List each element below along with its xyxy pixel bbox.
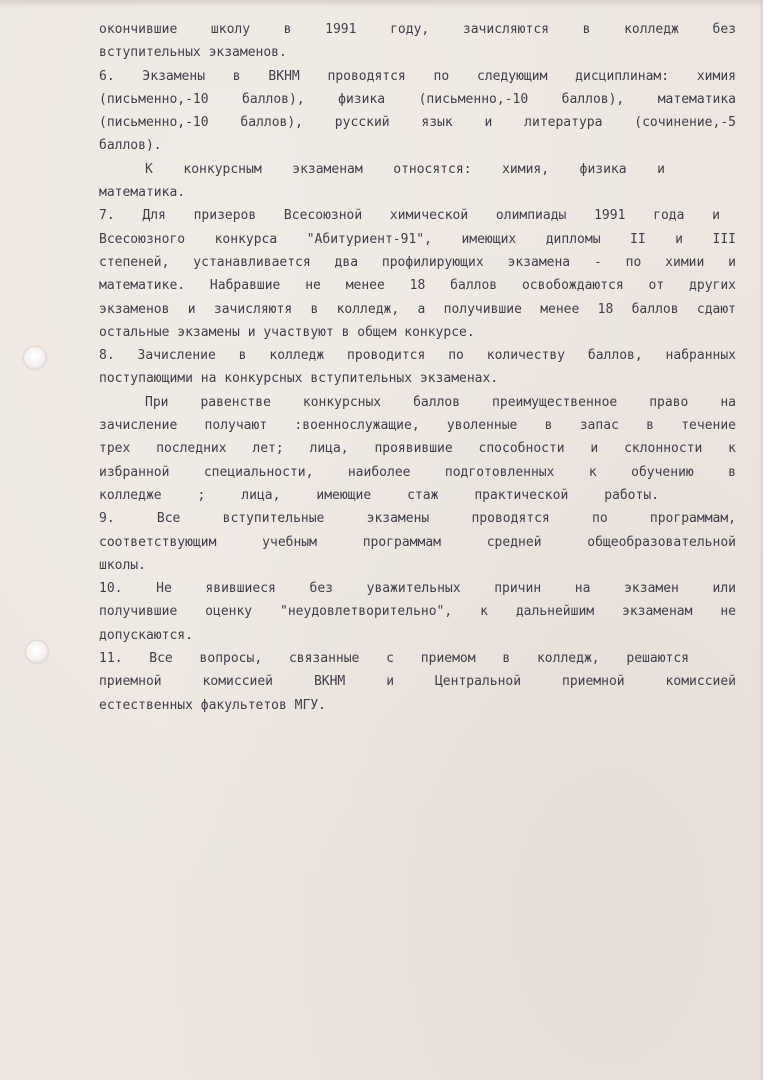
text-line: (письменно,-10 баллов), физика (письменно,-10 баллов), математика (99, 91, 736, 107)
text-line: естественных факультетов МГУ. (99, 697, 326, 713)
text-line: математике. Набравшие не менее 18 баллов освобождаются от других (99, 278, 736, 294)
text-line: получившие оценку "неудовлетворительно", к дальнейшим экзаменам не (99, 604, 736, 620)
text-line: При равенстве конкурсных баллов преимущественное право на (145, 394, 736, 410)
text-line: К конкурсным экзаменам относятся: химия, физика и (145, 161, 665, 177)
text-line: 8. Зачисление в колледж проводится по количеству баллов, набранных (99, 348, 736, 364)
text-line: 6. Экзамены в ВКНМ проводятся по следующим дисциплинам: химия (99, 68, 736, 84)
text-line: избранной специальности, наиболее подготовленных к обучению в (99, 464, 736, 480)
text-line: степеней, устанавливается два профилирующих экзамена - по химии и (99, 254, 736, 270)
text-line: поступающими на конкурсных вступительных экзаменах. (99, 371, 499, 387)
text-line: 9. Все вступительные экзамены проводятся по программам, (99, 511, 736, 527)
text-line: математика. (99, 185, 186, 201)
punch-hole (24, 347, 46, 369)
text-line: баллов). (99, 138, 162, 154)
text-line: школы. (99, 557, 146, 573)
text-line: трех последних лет; лица, проявившие способности и склонности к (99, 441, 736, 457)
text-line: 7. Для призеров Всесоюзной химической олимпиады 1991 года и (99, 208, 720, 224)
document-body (99, 18, 736, 717)
text-line: зачисление получают :военнослужащие, уволенные в запас в течение (99, 418, 736, 434)
text-line: соответствующим учебным программам средней общеобразовательной (99, 534, 736, 550)
text-line: экзаменов и зачисляютя в колледж, а получившие менее 18 баллов сдают (99, 301, 736, 317)
text-line: Всесоюзного конкурса "Абитуриент-91", имеющих дипломы II и III (99, 231, 736, 247)
text-line: вступительных экзаменов. (99, 45, 287, 61)
text-line: 11. Все вопросы, связанные с приемом в колледж, решаются (99, 651, 689, 667)
page-edge-shadow-right (759, 0, 763, 1080)
text-line: колледже ; лица, имеющие стаж практической работы. (99, 487, 659, 503)
text-line: остальные экзамены и участвуют в общем конкурсе. (99, 324, 475, 340)
text-line: 10. Не явившиеся без уважительных причин на экзамен или (99, 581, 736, 597)
text-line: допускаются. (99, 627, 193, 643)
text-line: окончившие школу в 1991 году, зачисляются в колледж без (99, 22, 736, 37)
page-edge-shadow (0, 0, 763, 8)
text-line: (письменно,-10 баллов), русский язык и литература (сочинение,-5 (99, 115, 736, 131)
text-line: приемной комиссией ВКНМ и Центральной приемной комиссией (99, 674, 736, 690)
punch-hole (26, 641, 48, 663)
